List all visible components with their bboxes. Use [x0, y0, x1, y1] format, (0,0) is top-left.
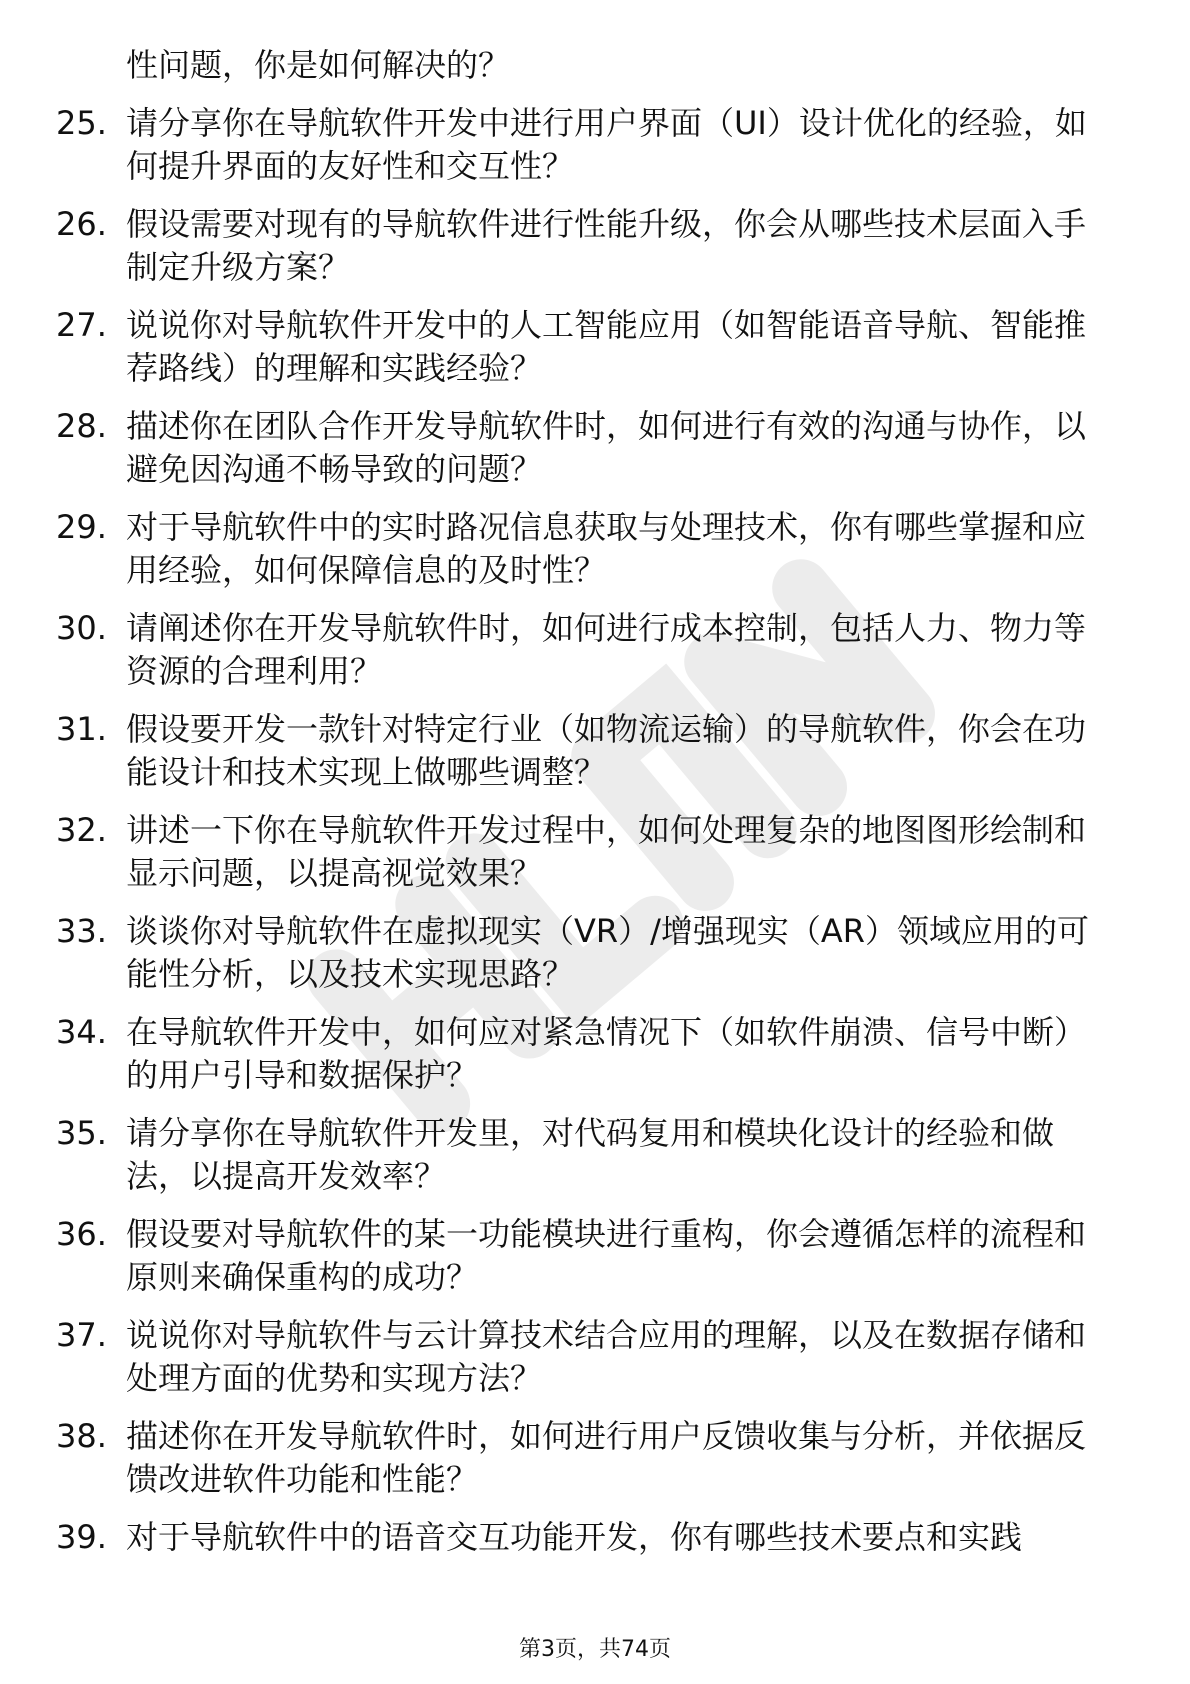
- page-footer: [0, 1632, 1190, 1663]
- question-item: [0, 506, 1116, 592]
- question-text: 讲述一下你在导航软件开发过程中，如何处理复杂的地图图形绘制和显示问题，以提高视觉效果？: [126, 811, 1087, 892]
- question-item: [0, 1314, 1116, 1400]
- question-item: [0, 102, 1116, 188]
- question-text: 描述你在开发导航软件时，如何进行用户反馈收集与分析，并依据反馈改进软件功能和性能？: [126, 1417, 1087, 1498]
- question-item: [0, 708, 1116, 794]
- question-number: 36.: [56, 1215, 107, 1253]
- question-text: 对于导航软件中的语音交互功能开发，你有哪些技术要点和实践: [126, 1518, 1023, 1556]
- question-item: [0, 405, 1116, 491]
- question-text: 假设要对导航软件的某一功能模块进行重构，你会遵循怎样的流程和原则来确保重构的成功？: [126, 1215, 1087, 1296]
- question-text: 假设要开发一款针对特定行业（如物流运输）的导航软件，你会在功能设计和技术实现上做哪些调整？: [126, 710, 1087, 791]
- question-number: 35.: [56, 1114, 107, 1152]
- question-number: 31.: [56, 710, 107, 748]
- page-number-label: 第3页，共74页: [519, 1637, 671, 1662]
- question-number: 39.: [56, 1518, 107, 1556]
- question-item: [0, 607, 1116, 693]
- question-number: 27.: [56, 306, 107, 344]
- question-item: [0, 203, 1116, 289]
- question-item: [0, 809, 1116, 895]
- question-text: 说说你对导航软件与云计算技术结合应用的理解，以及在数据存储和处理方面的优势和实现方法？: [126, 1316, 1087, 1397]
- question-text: 假设需要对现有的导航软件进行性能升级，你会从哪些技术层面入手制定升级方案？: [126, 205, 1087, 286]
- question-text: 说说你对导航软件开发中的人工智能应用（如智能语音导航、智能推荐路线）的理解和实践经验？: [126, 306, 1087, 387]
- question-number: 32.: [56, 811, 107, 849]
- question-text: 性问题，你是如何解决的？: [126, 46, 511, 84]
- question-item: [0, 910, 1116, 996]
- question-number: 29.: [56, 508, 107, 546]
- question-text: 在导航软件开发中，如何应对紧急情况下（如软件崩溃、信号中断）的用户引导和数据保护？: [126, 1013, 1087, 1094]
- question-text: 谈谈你对导航软件在虚拟现实（VR）/增强现实（AR）领域应用的可能性分析，以及技术实现思路？: [126, 912, 1090, 993]
- question-number: 38.: [56, 1417, 107, 1455]
- question-item: [0, 44, 1116, 87]
- question-number: 28.: [56, 407, 107, 445]
- question-item: [0, 304, 1116, 390]
- question-number: 33.: [56, 912, 107, 950]
- question-text: 请分享你在导航软件开发里，对代码复用和模块化设计的经验和做法，以提高开发效率？: [126, 1114, 1055, 1195]
- question-text: 对于导航软件中的实时路况信息获取与处理技术，你有哪些掌握和应用经验，如何保障信息的及时性？: [126, 508, 1087, 589]
- question-number: 26.: [56, 205, 107, 243]
- question-number: 30.: [56, 609, 107, 647]
- question-number: 37.: [56, 1316, 107, 1354]
- question-item: [0, 1011, 1116, 1097]
- question-text: 请分享你在导航软件开发中进行用户界面（UI）设计优化的经验，如何提升界面的友好性和交互性？: [126, 104, 1087, 185]
- question-text: 描述你在团队合作开发导航软件时，如何进行有效的沟通与协作，以避免因沟通不畅导致的问题？: [126, 407, 1087, 488]
- question-number: 34.: [56, 1013, 107, 1051]
- question-number: 25.: [56, 104, 107, 142]
- question-item: [0, 1415, 1116, 1501]
- question-item: [0, 1112, 1116, 1198]
- question-text: 请阐述你在开发导航软件时，如何进行成本控制，包括人力、物力等资源的合理利用？: [126, 609, 1087, 690]
- question-item: [0, 1516, 1116, 1559]
- question-item: [0, 1213, 1116, 1299]
- question-list: [0, 44, 1190, 1574]
